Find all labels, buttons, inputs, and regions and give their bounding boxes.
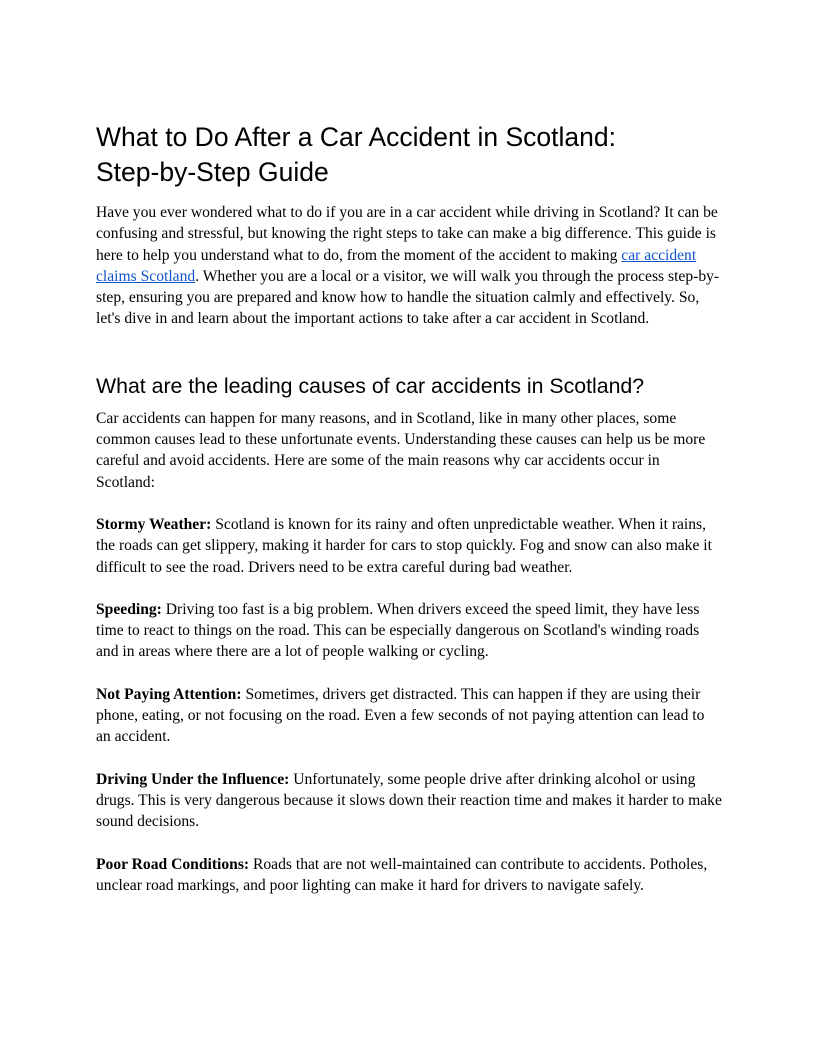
- cause-text: Unfortunately, some people drive after drinking alcohol or using drugs. This is very dangerous because it slows down their reaction time and makes it harder to make sound decisions.: [96, 770, 722, 831]
- cause-label: Not Paying Attention:: [96, 685, 242, 703]
- document-page: [96, 120, 722, 896]
- section-intro-paragraph: Car accidents can happen for many reasons, and in Scotland, like in many other places, some common causes lead to these unfortunate events. Understanding these causes can help us be more careful and avoid accidents. Here are some of the main reasons why car accidents occur in Scotland:: [96, 409, 706, 491]
- cause-text: Roads that are not well-maintained can contribute to accidents. Potholes, unclear road markings, and poor lighting can make it hard for drivers to navigate safely.: [96, 855, 708, 894]
- cause-speeding: [96, 599, 722, 663]
- cause-label: Driving Under the Influence:: [96, 770, 290, 788]
- cause-text: Sometimes, drivers get distracted. This can happen if they are using their phone, eating, or not focusing on the road. Even a few seconds of not paying attention can lead to an accident.: [96, 685, 705, 746]
- cause-label: Stormy Weather:: [96, 515, 212, 533]
- intro-paragraph: [96, 202, 722, 330]
- intro-text-before-link: Have you ever wondered what to do if you are in a car accident while driving in Scotland? It can be confusing and stressful, but knowing the right steps to take can make a big difference. This guide is here to help you understand what to do, from the moment of the accident to making: [96, 204, 718, 264]
- intro-text-after-link: . Whether you are a local or a visitor, we will walk you through the process step-by-step, ensuring you are prepared and know how to handle the situation calmly and effectively. So, let's dive in and learn about the important actions to take after a car accident in Scotland.: [96, 267, 720, 328]
- page-title-line-1: What to Do After a Car Accident in Scotland:: [96, 122, 616, 152]
- cause-poor-road-conditions: [96, 854, 722, 897]
- cause-label: Speeding:: [96, 600, 162, 618]
- page-title-line-2: Step-by-Step Guide: [96, 157, 329, 187]
- cause-stormy-weather: [96, 514, 722, 578]
- cause-label: Poor Road Conditions:: [96, 855, 250, 873]
- page-title: [96, 120, 722, 190]
- cause-not-paying-attention: [96, 684, 722, 748]
- cause-text: Scotland is known for its rainy and often unpredictable weather. When it rains, the roads can get slippery, making it harder for cars to stop quickly. Fog and snow can also make it difficult to see the road. Drivers need to be extra careful during bad weather.: [96, 515, 712, 576]
- section-heading: What are the leading causes of car accidents in Scotland?: [96, 373, 645, 398]
- car-accident-claims-link[interactable]: car accident claims Scotland: [96, 246, 697, 285]
- cause-driving-under-influence: [96, 769, 722, 833]
- cause-text: Driving too fast is a big problem. When drivers exceed the speed limit, they have less time to react to things on the road. This can be especially dangerous on Scotland's winding roads and in areas where there are a lot of people walking or cycling.: [96, 600, 700, 661]
